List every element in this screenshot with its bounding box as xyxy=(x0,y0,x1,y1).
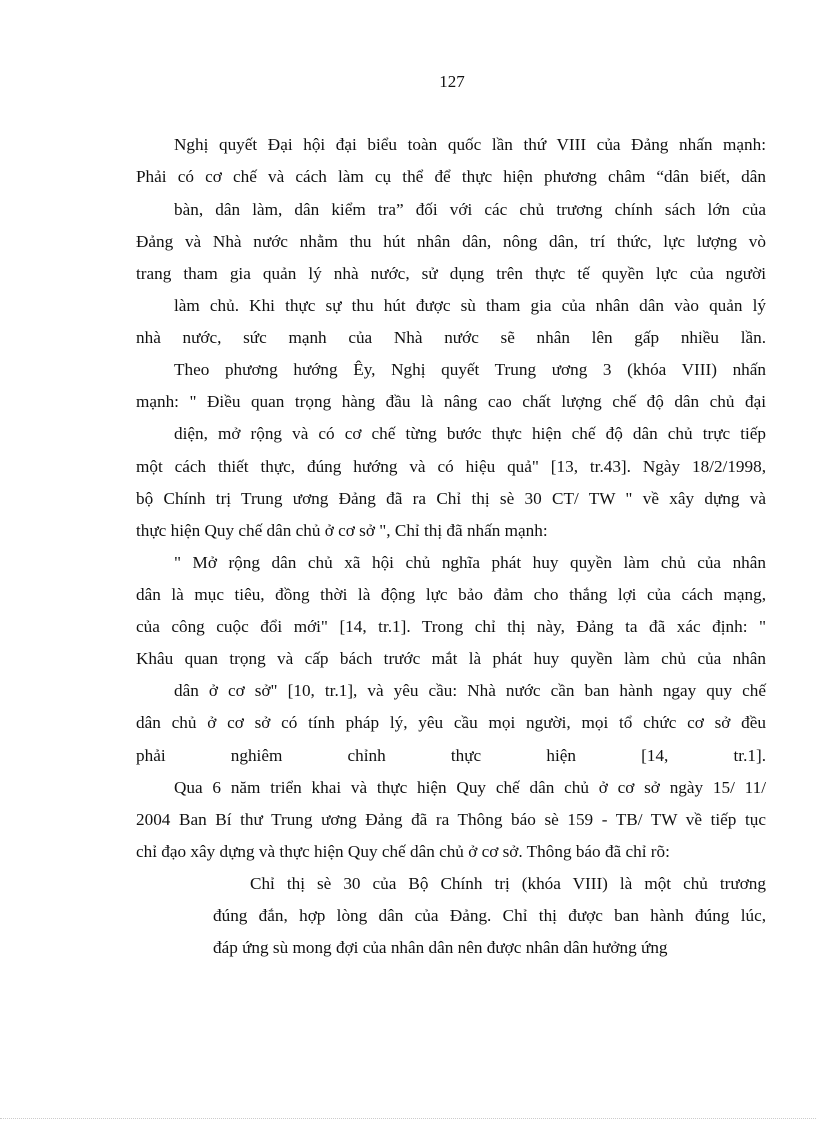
text-line: Khâu quan trọng và cấp bách trước mắt là phát huy quyền làm chủ của nhân xyxy=(136,649,766,668)
text-line: bàn, dân làm, dân kiểm tra” đối với các chủ trương chính sách lớn của xyxy=(174,200,766,219)
text-line: diện, mở rộng và có cơ chế từng bước thực hiện chế độ dân chủ trực tiếp xyxy=(174,424,766,443)
page-number: 127 xyxy=(439,72,465,91)
quote-line: Chỉ thị sè 30 của Bộ Chính trị (khóa VIII) là một chủ trương xyxy=(250,874,766,893)
text-line: Theo phương hướng Êy, Nghị quyết Trung ương 3 (khóa VIII) nhấn xyxy=(174,360,766,379)
text-line: làm chủ. Khi thực sự thu hút được sù tham gia của nhân dân vào quản lý xyxy=(174,296,766,315)
text-line: mạnh: " Điều quan trọng hàng đầu là nâng cao chất lượng chế độ dân chủ đại xyxy=(136,392,766,411)
text-line: chỉ đạo xây dựng và thực hiện Quy chế dân chủ ở cơ sở. Thông báo đã chỉ rõ: xyxy=(136,842,670,861)
text-line: Phải có cơ chế và cách làm cụ thể để thực hiện phương châm “dân biết, dân xyxy=(136,167,766,186)
text-line: 2004 Ban Bí thư Trung ương Đảng đã ra Thông báo sè 159 - TB/ TW về tiếp tục xyxy=(136,810,766,829)
text-line: nhà nước, sức mạnh của Nhà nước sẽ nhân lên gấp nhiều lần. xyxy=(136,328,766,347)
text-line: trang tham gia quản lý nhà nước, sử dụng trên thực tế quyền lực của người xyxy=(136,264,766,283)
text-line: Nghị quyết Đại hội đại biểu toàn quốc lần thứ VIII của Đảng nhấn mạnh: xyxy=(174,135,766,154)
text-line: Qua 6 năm triển khai và thực hiện Quy chế dân chủ ở cơ sở ngày 15/ 11/ xyxy=(174,778,766,797)
quote-line: đúng đắn, hợp lòng dân của Đảng. Chỉ thị được ban hành đúng lúc, xyxy=(213,906,766,925)
text-line: một cách thiết thực, đúng hướng và có hiệu quả" [13, tr.43]. Ngày 18/2/1998, xyxy=(136,457,766,476)
text-line: thực hiện Quy chế dân chủ ở cơ sở ", Chỉ thị đã nhấn mạnh: xyxy=(136,521,548,540)
text-line: Đảng và Nhà nước nhằm thu hút nhân dân, nông dân, trí thức, lực lượng vò xyxy=(136,232,766,251)
text-line: phải nghiêm chỉnh thực hiện [14, tr.1]. xyxy=(136,746,766,765)
text-line: " Mở rộng dân chủ xã hội chủ nghĩa phát huy quyền làm chủ của nhân xyxy=(174,553,766,572)
text-line: bộ Chính trị Trung ương Đảng đã ra Chỉ thị sè 30 CT/ TW " về xây dựng và xyxy=(136,489,766,508)
text-line: dân chủ ở cơ sở có tính pháp lý, yêu cầu mọi người, mọi tổ chức cơ sở đều xyxy=(136,713,766,732)
text-line: của công cuộc đổi mới" [14, tr.1]. Trong chỉ thị này, Đảng ta đã xác định: " xyxy=(136,617,766,636)
page-bottom-border xyxy=(0,1118,816,1119)
quote-line: đáp ứng sù mong đợi của nhân dân nên được nhân dân hưởng ứng xyxy=(213,938,668,957)
text-line: dân ở cơ sở" [10, tr.1], và yêu cầu: Nhà nước cần ban hành ngay quy chế xyxy=(174,681,766,700)
text-line: dân là mục tiêu, đồng thời là động lực bảo đảm cho thắng lợi của cách mạng, xyxy=(136,585,766,604)
